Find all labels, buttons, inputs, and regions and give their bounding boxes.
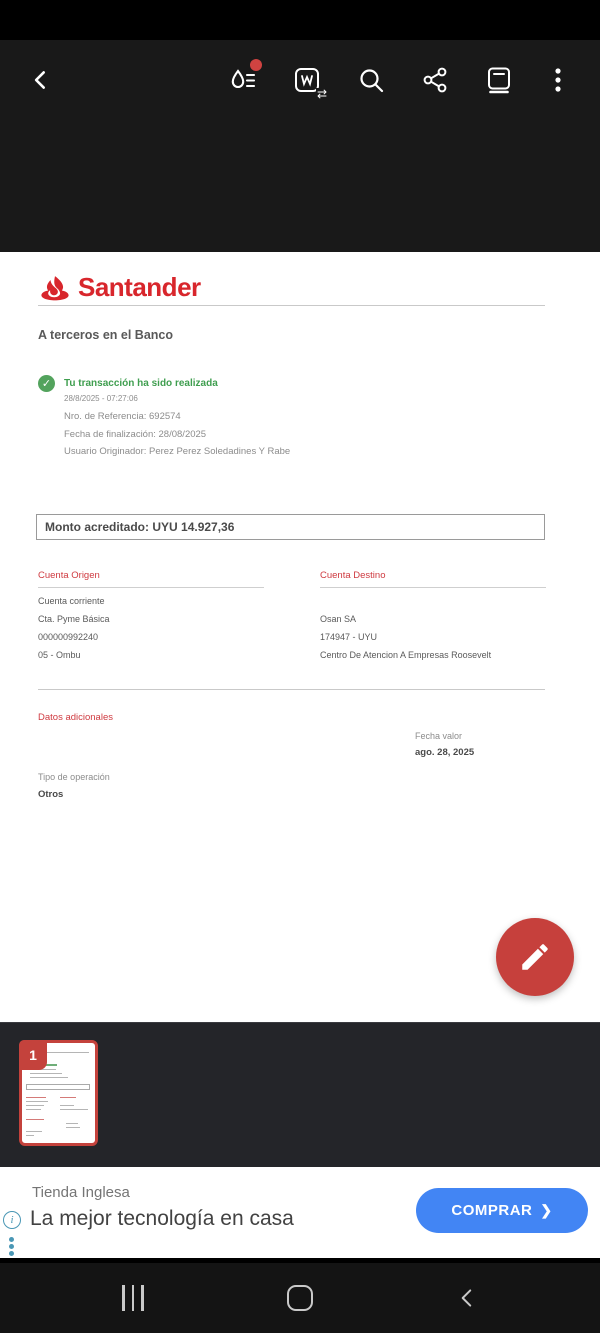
page-thumbnail-strip [0, 1022, 600, 1167]
page-thumbnail[interactable] [19, 1040, 98, 1146]
destination-holder: Osan SA [320, 614, 357, 624]
ad-advertiser: Tienda Inglesa [32, 1184, 130, 1201]
destination-account-section [320, 570, 546, 664]
completion-date: Fecha de finalización: 28/08/2025 [64, 429, 207, 440]
comprar-label: COMPRAR [451, 1202, 533, 1219]
recents-button[interactable] [110, 1278, 156, 1318]
pdf-viewer-toolbar [0, 40, 600, 120]
value-date: ago. 28, 2025 [415, 747, 475, 758]
value-date-label: Fecha valor [415, 731, 463, 741]
comprar-button[interactable] [416, 1188, 588, 1233]
transaction-status-message: Tu transacción ha sido realizada [64, 378, 218, 389]
recents-icon [122, 1285, 144, 1311]
amount-value: UYU 14.927,36 [152, 520, 235, 534]
origin-account-number: 000000992240 [38, 632, 99, 642]
back-button[interactable] [26, 65, 56, 95]
more-options-button[interactable] [546, 63, 570, 97]
back-chevron-icon [28, 67, 54, 93]
system-navigation-bar [0, 1263, 600, 1333]
origin-branch: 05 - Ombu [38, 650, 81, 660]
status-bar [0, 0, 600, 40]
reader-mode-button[interactable] [482, 63, 516, 97]
destination-account-number: 174947 - UYU [320, 632, 378, 642]
success-check-icon: ✓ [38, 375, 55, 392]
operation-type-label: Tipo de operación [38, 772, 110, 782]
credited-amount-box [36, 514, 545, 540]
notification-badge-dot [250, 59, 262, 71]
thumb-amount-box [26, 1084, 90, 1090]
reference-number: Nro. de Referencia: 692574 [64, 411, 181, 422]
additional-data-header: Datos adicionales [38, 712, 113, 723]
convert-to-word-button[interactable] [290, 63, 327, 101]
pdf-page[interactable] [0, 252, 600, 1022]
kebab-menu-icon [546, 65, 570, 95]
ad-banner[interactable] [0, 1167, 600, 1258]
share-icon [420, 65, 450, 95]
nav-back-button[interactable] [444, 1278, 490, 1318]
destination-branch: Centro De Atencion A Empresas Roosevelt [320, 650, 492, 660]
operation-type: Otros [38, 789, 64, 800]
originating-user: Usuario Originador: Perez Perez Soledadines Y Rabe [64, 446, 291, 457]
home-icon [287, 1285, 313, 1311]
origin-account-name: Cta. Pyme Básica [38, 614, 110, 624]
ad-headline: La mejor tecnología en casa [30, 1207, 294, 1230]
santander-flame-icon [38, 275, 72, 301]
top-app-bar-region [0, 0, 600, 252]
ad-dot-icon [9, 1251, 14, 1256]
book-icon [484, 65, 514, 95]
share-button[interactable] [418, 63, 452, 97]
section-divider [38, 689, 545, 690]
home-button[interactable] [277, 1278, 323, 1318]
edit-fab-button[interactable] [496, 918, 574, 996]
pencil-icon [518, 940, 552, 974]
ad-info-icon[interactable]: i [3, 1211, 21, 1229]
search-button[interactable] [354, 63, 388, 97]
nav-back-icon [454, 1285, 480, 1311]
destination-account-header: Cuenta Destino [320, 570, 546, 588]
page-number-badge: 1 [19, 1040, 47, 1070]
ink-level-button[interactable] [226, 63, 260, 97]
santander-logo [38, 272, 201, 303]
ad-dot-icon [9, 1244, 14, 1249]
chevron-right-icon: ❯ [540, 1202, 553, 1218]
header-divider [38, 305, 545, 306]
origin-account-header: Cuenta Origen [38, 570, 264, 588]
convert-arrows-icon: ⇄ [316, 87, 327, 101]
origin-account-section [38, 570, 264, 664]
amount-label: Monto acreditado: [45, 520, 149, 534]
ad-dot-icon [9, 1237, 14, 1242]
santander-wordmark: Santander [78, 272, 201, 302]
document-title: A terceros en el Banco [38, 328, 174, 342]
transaction-datetime: 28/8/2025 - 07:27:06 [64, 394, 138, 403]
origin-account-type: Cuenta corriente [38, 596, 105, 606]
search-icon [356, 65, 386, 95]
